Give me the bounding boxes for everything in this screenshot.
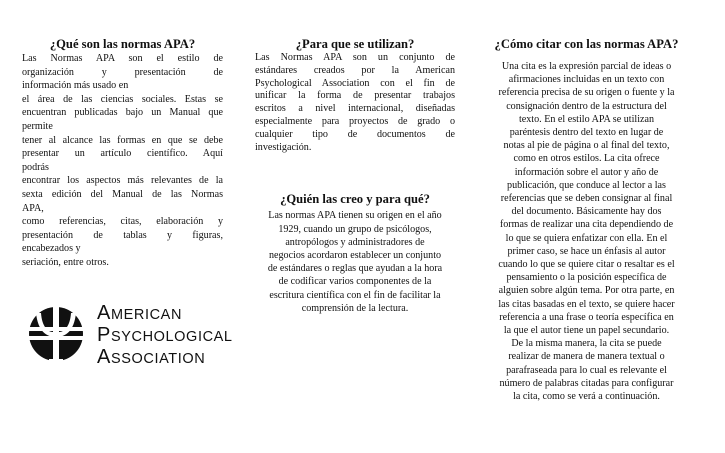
heading-que-son: ¿Qué son las normas APA? (49, 37, 196, 51)
text-line: encabezados y (22, 243, 81, 255)
text-line: referencia precisa de su origen o fuente y la (498, 87, 675, 99)
apa-logo (22, 302, 233, 368)
text-line: paréntesis dentro del texto en lugar de (509, 127, 664, 139)
text-line: Las Normas APA son un conjunto de (255, 52, 455, 63)
text-line: escritura científica con el fin de facilitar la (269, 289, 441, 301)
text-line: encontrar los aspectos más relevantes de la (22, 175, 223, 187)
text-line: realizar de manera de manera textual o (508, 351, 665, 363)
text-line: Las Normas APA son el estilo de (22, 53, 223, 64)
text-line: escritos a nivel internacional, diseñadas (255, 103, 455, 115)
heading-quien: ¿Quién las creo y para qué? (280, 192, 430, 207)
text-line: número de palabras citadas para configurar (499, 377, 674, 389)
apa-psi-emblem-icon (22, 303, 92, 365)
text-line: presentar un artículo científico. Aquí (22, 148, 223, 160)
logo-line-association: ASSOCIATION (97, 346, 206, 368)
text-line: pensamiento o la posición específica de (506, 272, 667, 284)
text-line: presentación de tablas y figuras, (22, 229, 223, 241)
text-line: APA, (22, 202, 44, 214)
text-line: Las normas APA tienen su origen en el año (268, 210, 442, 222)
logo-line-american: AMERICAN (97, 302, 183, 324)
text-line: Una cita es la expresión parcial de ideas o (501, 61, 672, 72)
text-line: formas de realizar una cita dependiendo de (499, 219, 674, 231)
text-line: negocios acordaron establecer un conjunto (268, 249, 442, 261)
text-line: referencia a una frase o teoría específica en (499, 311, 674, 323)
text-line: de codificar varios componentes de la (278, 276, 432, 288)
column-que-son (22, 0, 223, 270)
text-line: consignación dentro de la estructura del (506, 100, 667, 112)
column-para-que (255, 0, 455, 315)
text-line: organización y presentación de (22, 66, 223, 78)
text-line: como en otros estilos. La cita ofrece (513, 153, 660, 165)
paragraph-quien (255, 209, 455, 315)
text-line: permite (22, 120, 53, 132)
text-line: el área de las ciencias sociales. Estas se (22, 93, 223, 105)
heading-como-citar: ¿Cómo citar con las normas APA? (494, 37, 679, 51)
text-line: texto. En el estilo APA se utilizan (518, 113, 655, 125)
apa-logo-wordmark (97, 303, 233, 369)
text-line: como referencias, citas, elaboración y (22, 216, 223, 228)
text-line: De la misma manera, la cita se puede (511, 338, 662, 350)
paragraph-para-que (255, 52, 455, 154)
text-line: afirmaciones incluidas en un texto con (508, 74, 665, 86)
text-line: publicación, que conduce al lector a las (507, 179, 666, 191)
text-line: información más usado en (22, 80, 129, 92)
text-line: 1929, cuando un grupo de psicólogos, (278, 223, 432, 235)
text-line: estándares creados por la American (255, 64, 455, 76)
text-line: del documento. Básicamente hay dos (511, 206, 662, 218)
text-line: unificar la forma de presentar trabajos (255, 90, 455, 102)
column-como-citar (480, 0, 693, 403)
text-line: antropólogos y administradores de (285, 236, 425, 248)
text-line: la cita, como se verá a continuación. (513, 391, 660, 403)
text-line: alguien sobre algún tema. Por otra parte, en (498, 285, 675, 297)
text-line: parafraseada para lo cual es relevante el (506, 364, 667, 376)
text-line: seriación, entre otros. (22, 256, 109, 268)
text-line: primer caso, se hace un énfasis al autor (507, 245, 666, 257)
text-line: especialmente para proyectos de grado o (255, 115, 455, 127)
text-line: sexta edición del Manual de las Normas (22, 188, 223, 200)
text-line: comprensión de la lectura. (301, 302, 409, 314)
text-line: cuando lo que se quiere citar o resaltar es el (498, 259, 675, 271)
text-line: la que el autor tiene un papel secundario. (503, 325, 670, 337)
text-line: cualquier tipo de documentos de (255, 128, 455, 140)
text-line: encuentran publicadas bajo un Manual que (22, 107, 223, 119)
paragraph-como-citar (480, 60, 693, 403)
text-line: investigación. (255, 141, 312, 153)
text-line: las citas basadas en el texto, se quiere hacer (498, 298, 675, 310)
text-line: lo que se quiera enfatizar con ella. En el (505, 232, 668, 244)
text-line: tener al alcance las formas en que se debe (22, 134, 223, 146)
text-line: información sobre el autor y año de (514, 166, 659, 178)
heading-para-que: ¿Para que se utilizan? (295, 37, 415, 51)
paragraph-que-son (22, 52, 223, 270)
text-line: Psychological Association con el fin de (255, 77, 455, 89)
text-line: referencias que se deben consignar al final (500, 193, 673, 205)
text-line: notas al pie de página o al final del texto, (503, 140, 670, 152)
text-line: podrás (22, 161, 49, 173)
logo-line-psychological: PSYCHOLOGICAL (97, 324, 233, 346)
text-line: de estándares o reglas que ayudan a la hora (267, 263, 443, 275)
